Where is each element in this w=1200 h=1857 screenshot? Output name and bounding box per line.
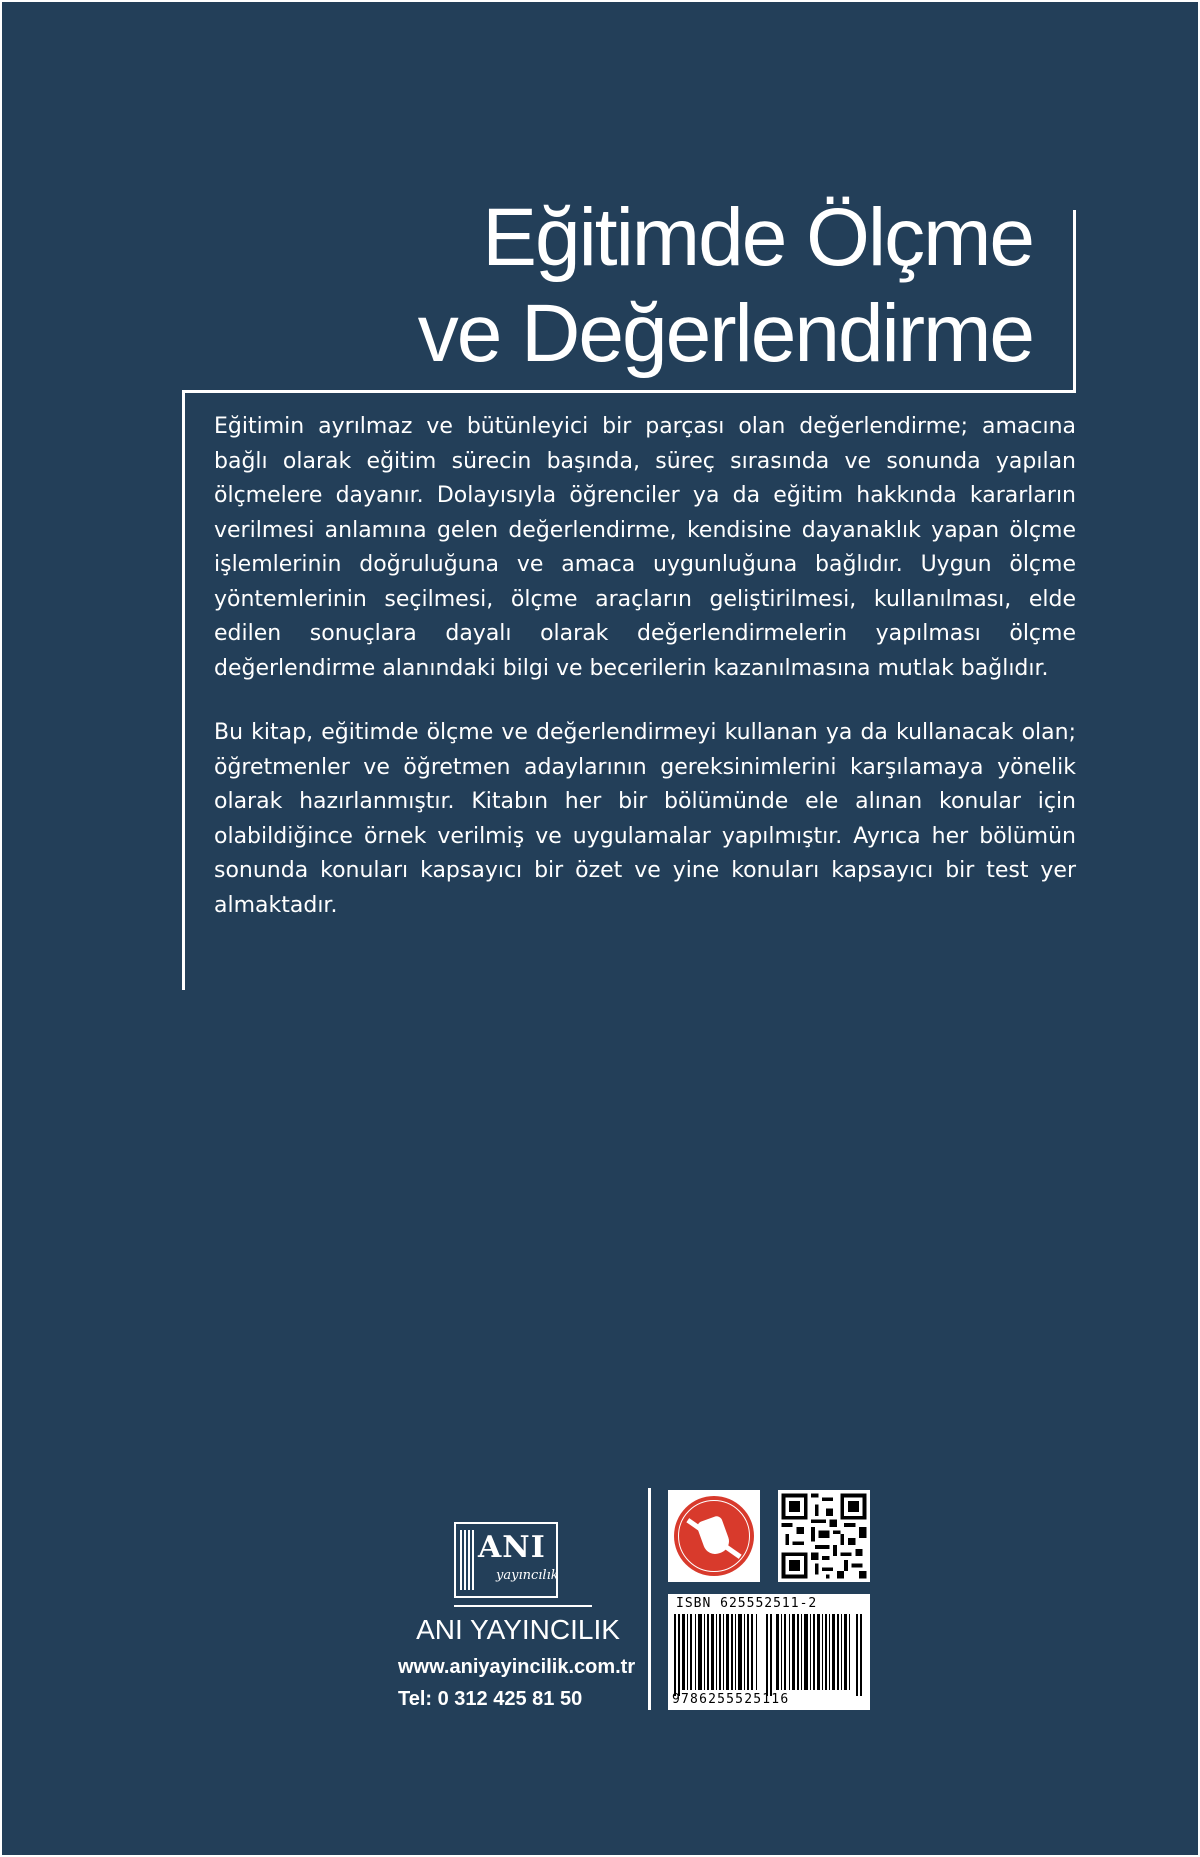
frame-line-left — [182, 390, 185, 990]
title-line-1: Eğitimde Ölçme — [482, 192, 1033, 283]
logo-stripes — [460, 1530, 474, 1590]
publisher-name: ANI YAYINCILIK — [416, 1614, 620, 1645]
book-title — [418, 190, 1033, 382]
qr-code — [778, 1490, 870, 1582]
vertical-divider — [648, 1488, 651, 1710]
title-line-2: ve Değerlendirme — [417, 288, 1033, 379]
publisher-underline — [454, 1605, 592, 1607]
anti-piracy-badge — [668, 1490, 760, 1582]
publisher-website: www.aniyayincilik.com.tr — [398, 1656, 636, 1678]
publisher-phone: Tel: 0 312 425 81 50 — [398, 1688, 583, 1710]
publisher-logo — [454, 1522, 558, 1598]
description-paragraph-2: Bu kitap, eğitimde ölçme ve değerlendirmeyi kullanan ya da kullanacak olan; öğretmenler ve öğretmen adaylarının gereksinimlerini karşılamaya yönelik olarak hazırlanmıştır. Kitabın her bir bölümünde ele alınan konular için olabildiğince örnek verilmiş ve uygulamalar yapılmıştır. Ayrıca her bölümün sonunda konuları kapsayıcı bir özet ve yine konuları kapsayıcı bir test yer almaktadır. — [214, 720, 1076, 918]
isbn-label: ISBN 625552511-2 — [676, 1596, 818, 1611]
book-back-cover — [2, 2, 1198, 1855]
isbn-barcode — [668, 1594, 870, 1710]
logo-text: ANI — [478, 1530, 546, 1565]
description-paragraph-1: Eğitimin ayrılmaz ve bütünleyici bir parçası olan değerlendirme; amacına bağlı olarak eğitim sürecin başında, süreç sırasında ve sonunda yapılan ölçmelere dayanır. Dolayısıyla öğrenciler ya da eğitim hakkında kararların verilmesi anlamına gelen değerlendirme, kendisine dayanaklık yapan ölçme işlemlerinin doğruluğuna ve amaca uygunluğuna bağlıdır. Uygun ölçme yöntemlerinin seçilmesi, ölçme araçların geliştirilmesi, kullanılması, elde edilen sonuçlara dayalı olarak değerlendirmelerin yapılması ölçme değerlendirme alanındaki bilgi ve becerilerin kazanılmasına mutlak bağlıdır. — [214, 414, 1076, 681]
barcode-number: 9786255525116 — [672, 1692, 790, 1707]
frame-line-top — [182, 390, 1076, 393]
anti-piracy-circle — [674, 1496, 754, 1576]
book-description — [214, 410, 1076, 953]
logo-subtext: yayıncılık — [496, 1568, 559, 1583]
frame-line-right — [1073, 210, 1076, 392]
